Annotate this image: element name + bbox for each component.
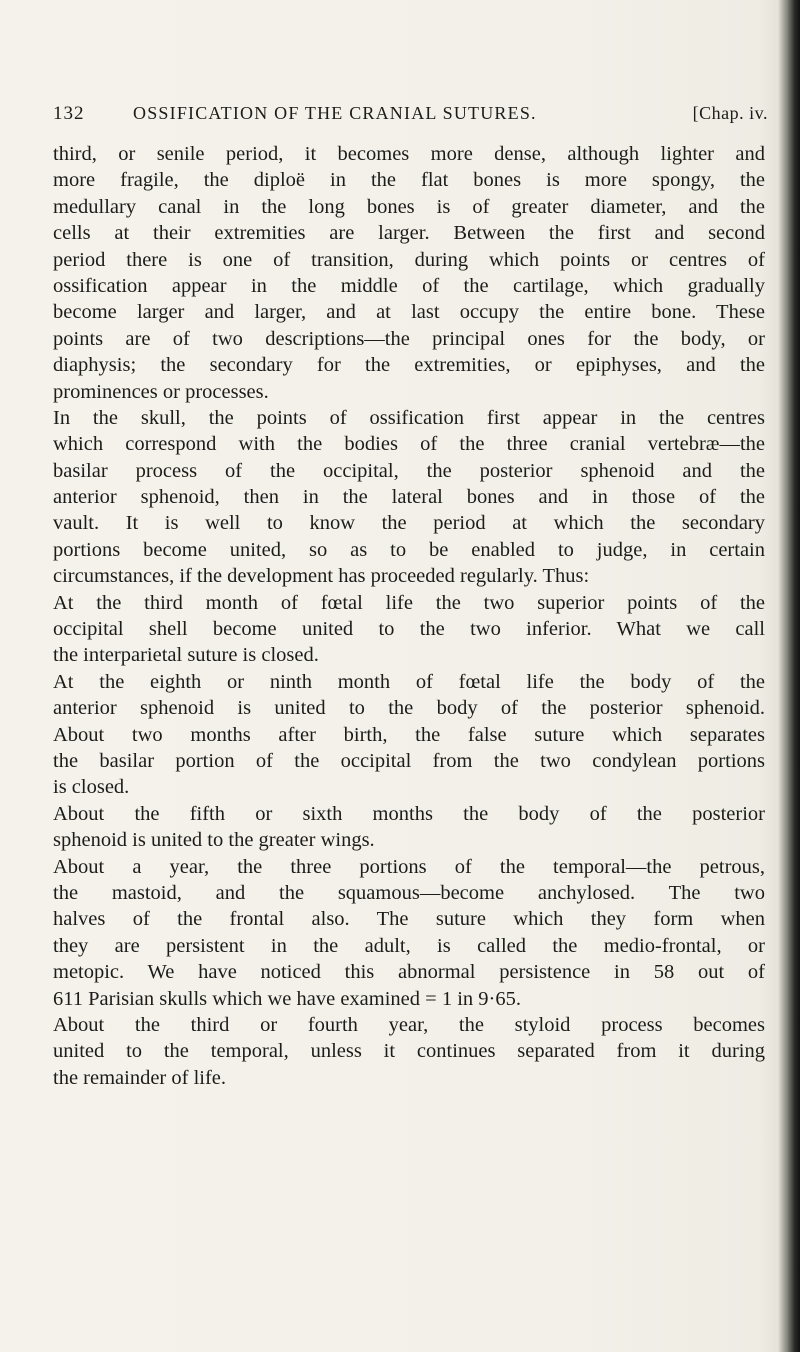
text-line: period there is one of transition, during which points or centres of bbox=[53, 248, 765, 271]
text-line: 611 Parisian skulls which we have examined = 1 in 9·65. bbox=[53, 987, 521, 1010]
running-header bbox=[53, 103, 768, 133]
page-number: 132 bbox=[53, 103, 85, 124]
text-line: prominences or processes. bbox=[53, 380, 269, 403]
text-line: medullary canal in the long bones is of greater diameter, and the bbox=[53, 195, 765, 218]
text-line: the remainder of life. bbox=[53, 1066, 227, 1089]
text-line: which correspond with the bodies of the three cranial vertebræ—the bbox=[53, 433, 765, 456]
text-line: portions become united, so as to be enabled to judge, in certain bbox=[53, 538, 765, 561]
text-line: sphenoid is united to the greater wings. bbox=[53, 829, 375, 852]
text-line: become larger and larger, and at last occupy the entire bone. These bbox=[53, 301, 765, 324]
text-line: ossification appear in the middle of the cartilage, which gradually bbox=[53, 274, 765, 297]
text-line: the mastoid, and the squamous—become anchylosed. The two bbox=[53, 881, 765, 904]
text-line: In the skull, the points of ossification first appear in the centres bbox=[53, 406, 765, 429]
text-line: anterior sphenoid is united to the body of the posterior sphenoid. bbox=[53, 697, 765, 720]
text-line: About the third or fourth year, the styloid process becomes bbox=[53, 1013, 765, 1036]
running-title: OSSIFICATION OF THE CRANIAL SUTURES. bbox=[133, 103, 537, 123]
text-line: points are of two descriptions—the principal ones for the body, or bbox=[53, 327, 765, 350]
text-line: united to the temporal, unless it continues separated from it during bbox=[53, 1040, 765, 1063]
text-line: vault. It is well to know the period at which the secondary bbox=[53, 512, 765, 535]
chapter-reference: [Chap. iv. bbox=[692, 103, 768, 123]
text-line: halves of the frontal also. The suture which they form when bbox=[53, 908, 765, 931]
text-line: the basilar portion of the occipital from the two condylean portions bbox=[53, 749, 765, 772]
text-line: the interparietal suture is closed. bbox=[53, 644, 319, 667]
text-line: circumstances, if the development has proceeded regularly. Thus: bbox=[53, 565, 590, 588]
body-text bbox=[53, 141, 765, 1091]
text-line: metopic. We have noticed this abnormal persistence in 58 out of bbox=[53, 961, 765, 984]
text-line: anterior sphenoid, then in the lateral bones and in those of the bbox=[53, 486, 765, 509]
text-line: is closed. bbox=[53, 776, 130, 799]
text-line: diaphysis; the secondary for the extremities, or epiphyses, and the bbox=[53, 354, 765, 377]
text-line: basilar process of the occipital, the posterior sphenoid and the bbox=[53, 459, 765, 482]
text-line: cells at their extremities are larger. Between the first and second bbox=[53, 222, 765, 245]
text-line: At the third month of fœtal life the two superior points of the bbox=[53, 591, 765, 614]
text-line: they are persistent in the adult, is called the medio-frontal, or bbox=[53, 934, 765, 957]
text-line: At the eighth or ninth month of fœtal life the body of the bbox=[53, 670, 765, 693]
text-line: About two months after birth, the false suture which separates bbox=[53, 723, 765, 746]
text-line: About a year, the three portions of the temporal—the petrous, bbox=[53, 855, 765, 878]
text-line: occipital shell become united to the two inferior. What we call bbox=[53, 618, 765, 641]
text-line: more fragile, the diploë in the flat bones is more spongy, the bbox=[53, 169, 765, 192]
text-line: About the fifth or sixth months the body of the posterior bbox=[53, 802, 765, 825]
text-line: third, or senile period, it becomes more dense, although lighter and bbox=[53, 143, 765, 165]
binding-shadow bbox=[778, 0, 800, 1352]
